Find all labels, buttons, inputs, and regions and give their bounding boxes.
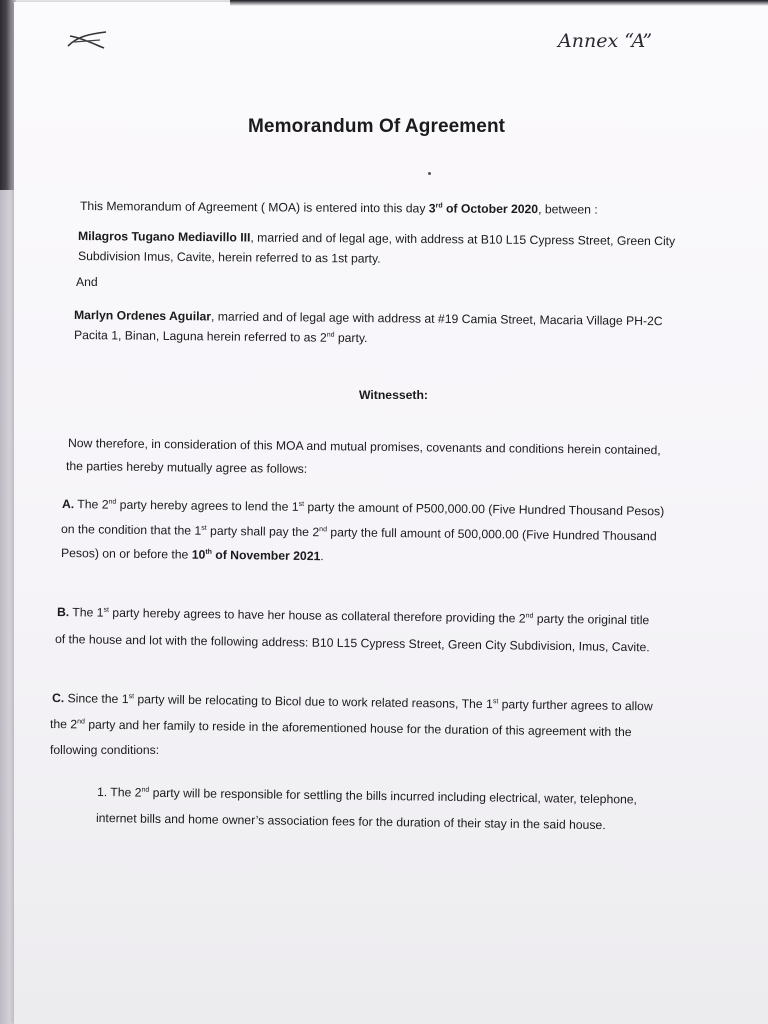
clause-c-label: C. — [51, 691, 65, 706]
clause-c-line1: C. Since the 1st party will be relocating to Bicol due to work related reasons, The 1st party further agrees to allow — [51, 691, 653, 714]
clause-b-label: B. — [56, 605, 70, 620]
clause-c-line2: the 2nd party and her family to reside in the aforementioned house for the duration of this agreement with the — [49, 717, 632, 740]
clause-a-line3: Pesos) on or before the 10th of November 2021. — [60, 546, 324, 564]
party1-name: Milagros Tugano Mediavillo III — [77, 229, 251, 245]
agreement-date: 3rd of October 2020 — [428, 201, 539, 217]
handwritten-strike-mark-icon — [64, 28, 110, 52]
condition-1-line2: internet bills and home owner’s association fees for the duration of their stay in the said house. — [95, 811, 606, 833]
party2-line1: Marlyn Ordenes Aguilar, married and of legal age with address at #19 Camia Street, Macaria Village PH-2C — [73, 308, 663, 329]
clause-a-label: A. — [61, 497, 75, 512]
page-top-edge-shadow — [230, 0, 768, 6]
clause-a-line2: on the condition that the 1st party shall pay the 2nd party the full amount of 500,000.00 (Five Hundred Thousand — [60, 522, 657, 544]
clause-b-line1: B. The 1st party hereby agrees to have her house as collateral therefore providing the 2nd party the original title — [56, 605, 650, 628]
stray-dot — [428, 172, 431, 175]
witnesseth-heading: Witnesseth: — [359, 388, 428, 402]
annex-label: Annex “A” — [558, 30, 653, 52]
intro-paragraph: This Memorandum of Agreement ( MOA) is entered into this day 3rd of October 2020, between : — [79, 199, 598, 217]
party2-name: Marlyn Ordenes Aguilar — [73, 308, 212, 324]
clause-b-line2: of the house and lot with the following address: B10 L15 Cypress Street, Green City Subdivision, Imus, Cavite. — [54, 632, 650, 655]
preamble-line1: Now therefore, in consideration of this MOA and mutual promises, covenants and conditions herein contained, — [67, 436, 661, 458]
page-title: Memorandum Of Agreement — [248, 116, 506, 137]
and-label: And — [76, 275, 98, 289]
party2-line2: Pacita 1, Binan, Laguna herein referred to as 2nd party. — [73, 328, 368, 346]
clause-c-line3: following conditions: — [50, 743, 160, 757]
clause-a-line1: A. The 2nd party hereby agrees to lend the 1st party the amount of P500,000.00 (Five Hundred Thousand Pesos) — [61, 497, 665, 519]
party1-line1: Milagros Tugano Mediavillo III, married and of legal age, with address at B10 L15 Cypress Street, Green City — [77, 229, 676, 249]
condition-1-line1: 1. The 2nd party will be responsible for settling the bills incurred including electrical, water, telephone, — [96, 785, 638, 807]
preamble-line2: the parties hereby mutually agree as follows: — [65, 459, 308, 476]
repayment-date: 10th of November 2021 — [191, 547, 321, 564]
party1-line2: Subdivision Imus, Cavite, herein referred to as 1st party. — [77, 249, 381, 266]
